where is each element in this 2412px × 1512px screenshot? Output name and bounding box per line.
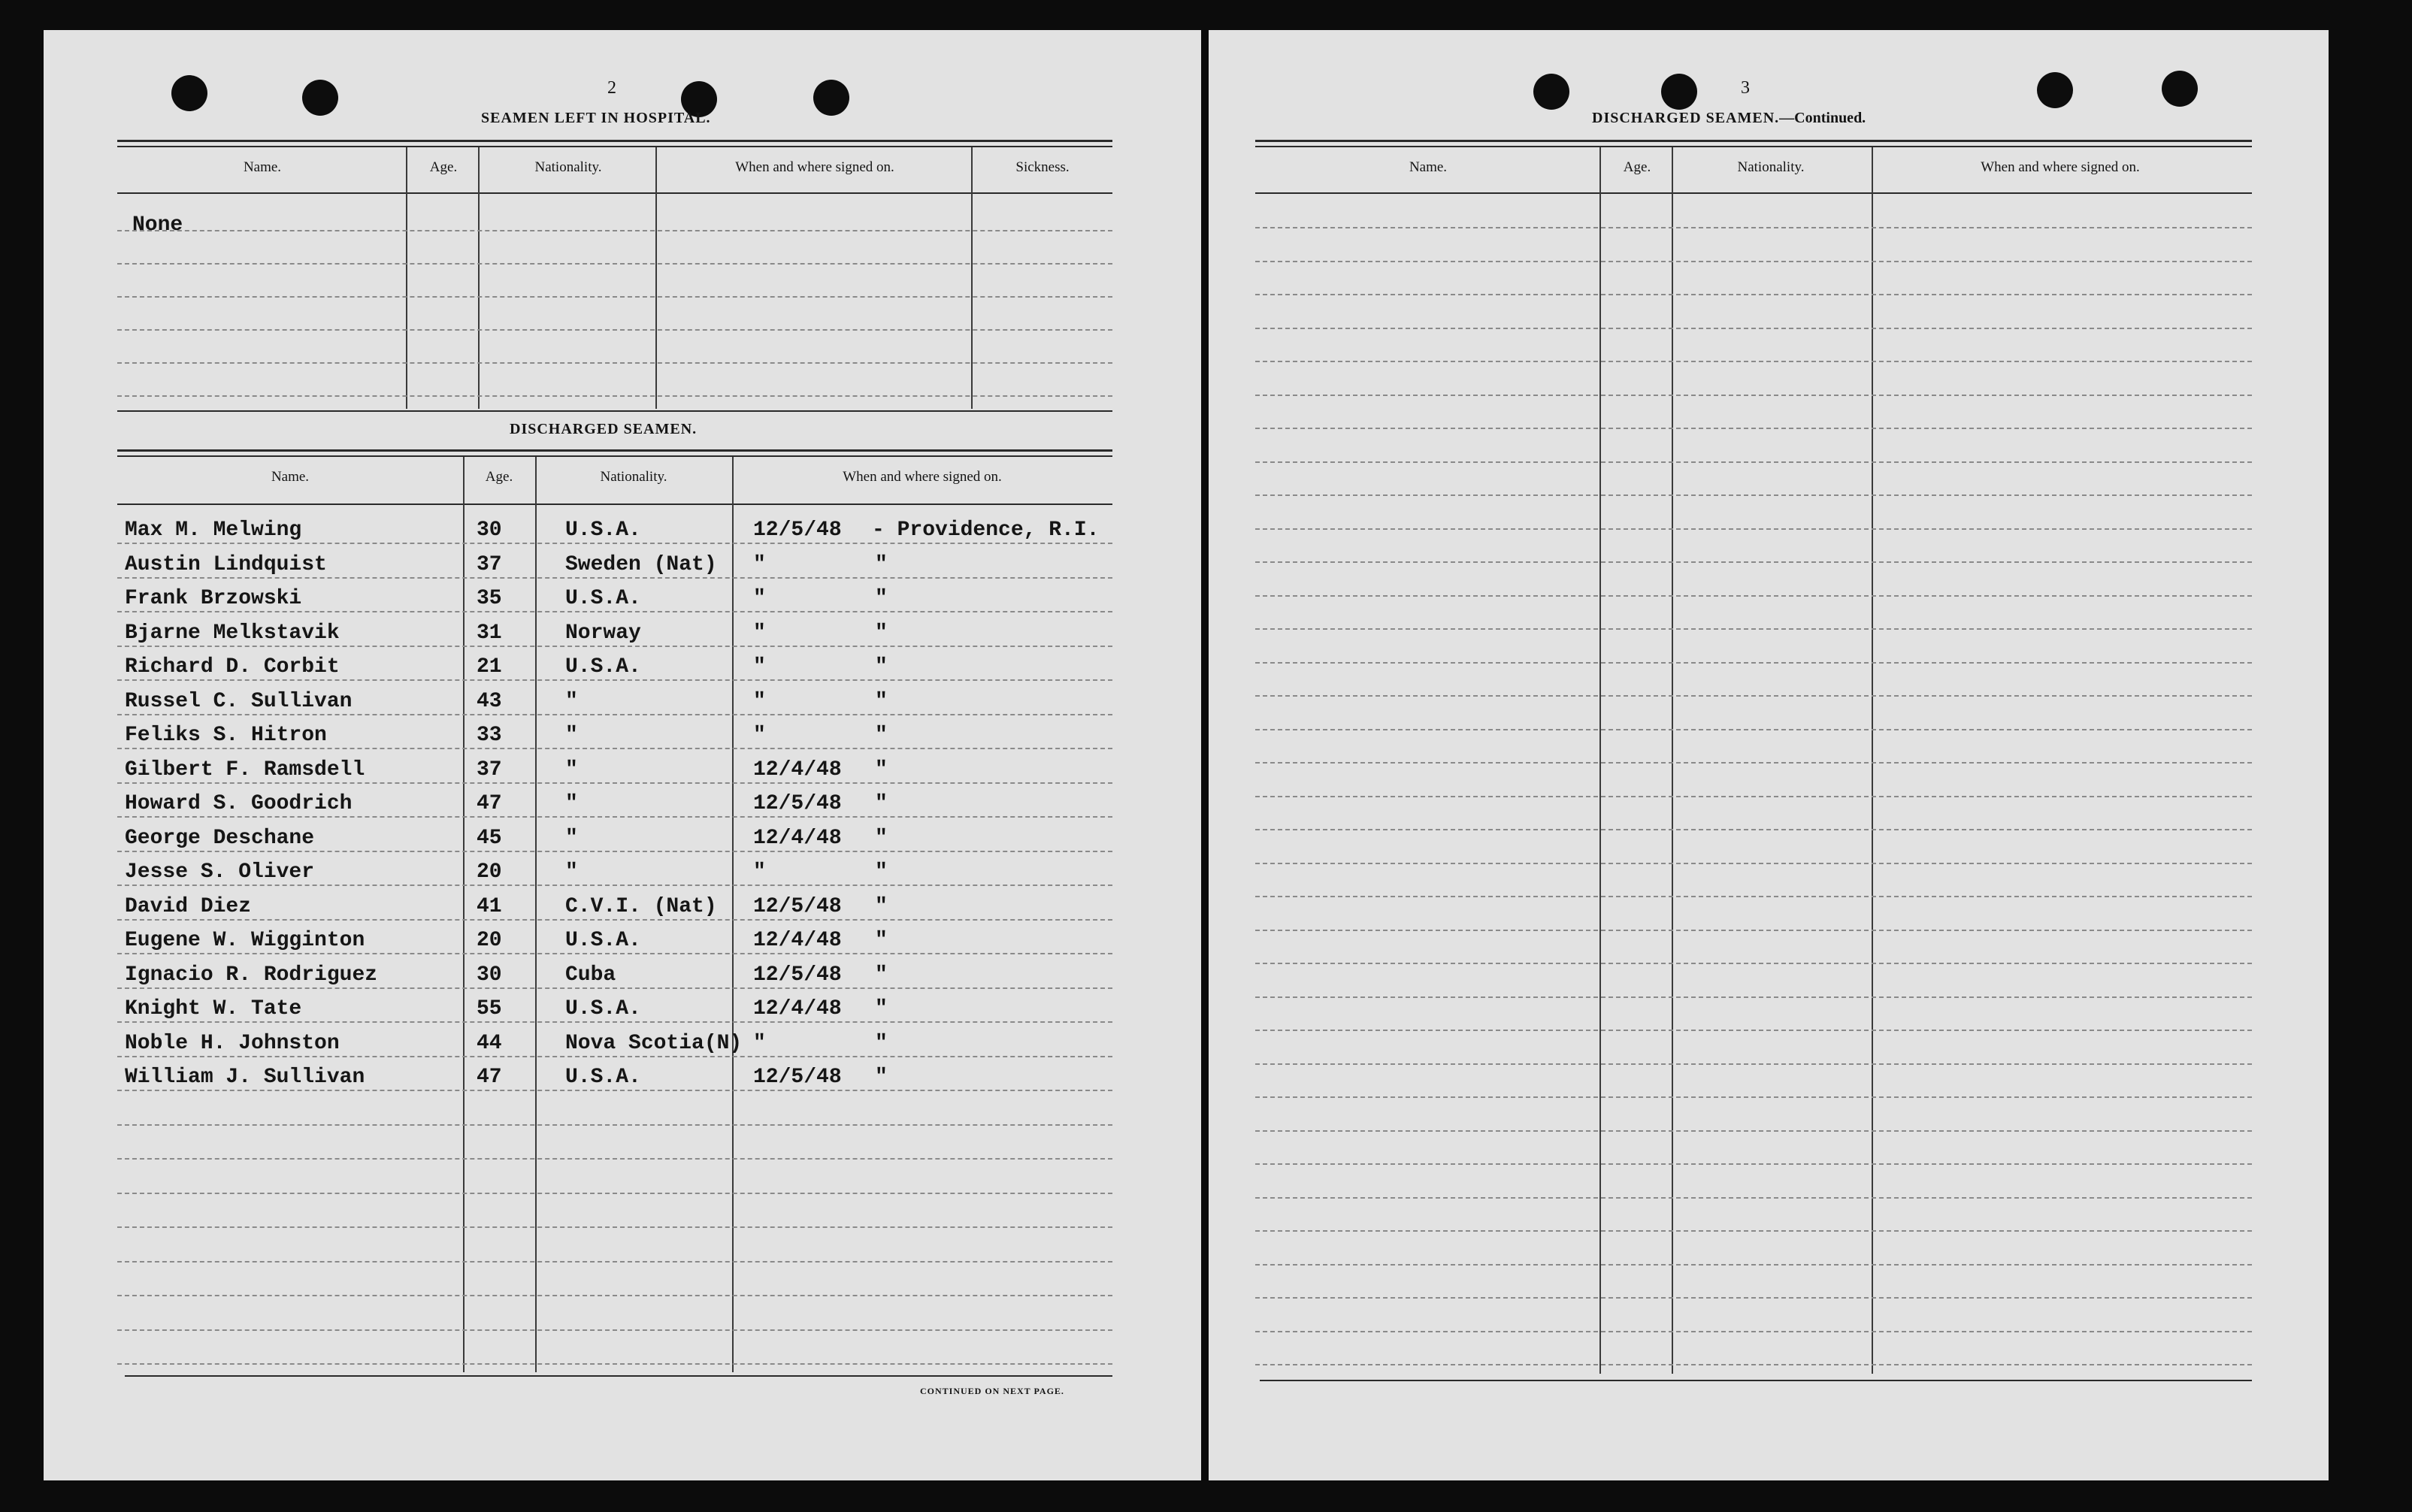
rule bbox=[117, 410, 1112, 412]
row-line bbox=[117, 296, 1112, 298]
row-line bbox=[117, 230, 1112, 231]
discharged-nationality-cell: " bbox=[565, 724, 578, 747]
row-line bbox=[1255, 930, 2252, 931]
discharged-nationality-cell: C.V.I. (Nat) bbox=[565, 894, 717, 918]
row-line bbox=[1255, 896, 2252, 897]
row-line bbox=[117, 987, 1112, 989]
row-line bbox=[1255, 1163, 2252, 1165]
punch-hole bbox=[302, 80, 338, 116]
discharged-where-cell: " bbox=[875, 997, 888, 1021]
row-line bbox=[117, 1363, 1112, 1365]
right-col-nationality: Nationality. bbox=[1737, 159, 1805, 175]
discharged-when-cell: " bbox=[753, 689, 766, 713]
row-line bbox=[117, 953, 1112, 954]
discharged-nationality-cell: " bbox=[565, 792, 578, 815]
discharged-name-cell: Howard S. Goodrich bbox=[125, 792, 353, 815]
row-line bbox=[117, 646, 1112, 647]
discharged-where-cell: " bbox=[875, 689, 888, 713]
discharged-age-cell: 20 bbox=[477, 860, 502, 884]
column-divider bbox=[406, 147, 407, 409]
discharged-where-cell: " bbox=[875, 1031, 888, 1055]
row-line bbox=[1255, 628, 2252, 630]
discharged-where-cell: " bbox=[875, 1066, 888, 1089]
rule bbox=[125, 1375, 1112, 1377]
ledger-sheet bbox=[44, 30, 2329, 1480]
rule bbox=[1255, 146, 2252, 147]
discharged-where-cell: " bbox=[875, 792, 888, 815]
discharged-nationality-cell: " bbox=[565, 689, 578, 713]
row-line bbox=[1255, 1130, 2252, 1132]
discharged-name-cell: Ignacio R. Rodriguez bbox=[125, 963, 378, 987]
discharged-when-cell: 12/4/48 bbox=[753, 826, 842, 850]
discharged-age-cell: 55 bbox=[477, 997, 502, 1021]
discharged-age-cell: 30 bbox=[477, 519, 502, 542]
continued-title-suffix: —Continued. bbox=[1779, 110, 1866, 126]
discharged-nationality-cell: Sweden (Nat) bbox=[565, 552, 717, 576]
hospital-col-age: Age. bbox=[429, 159, 458, 175]
discharged-name-cell: David Diez bbox=[125, 894, 252, 918]
row-line bbox=[1255, 729, 2252, 730]
row-line bbox=[1255, 1096, 2252, 1098]
row-line bbox=[117, 1090, 1112, 1091]
discharged-col-name: Name. bbox=[271, 469, 310, 485]
discharged-age-cell: 35 bbox=[477, 587, 502, 610]
punch-hole bbox=[813, 80, 849, 116]
row-line bbox=[1255, 1230, 2252, 1232]
row-line bbox=[1255, 561, 2252, 563]
row-line bbox=[117, 1056, 1112, 1057]
row-line bbox=[117, 1021, 1112, 1023]
row-line bbox=[117, 263, 1112, 265]
rule bbox=[1255, 192, 2252, 194]
column-divider bbox=[1872, 147, 1873, 1374]
discharged-nationality-cell: U.S.A. bbox=[565, 519, 641, 542]
row-line bbox=[1255, 829, 2252, 830]
row-line bbox=[1255, 863, 2252, 864]
discharged-age-cell: 30 bbox=[477, 963, 502, 987]
row-line bbox=[1255, 261, 2252, 262]
discharged-name-cell: Jesse S. Oliver bbox=[125, 860, 315, 884]
row-line bbox=[1255, 963, 2252, 964]
discharged-where-cell: " bbox=[875, 655, 888, 679]
hospital-col-nationality: Nationality. bbox=[534, 159, 602, 175]
row-line bbox=[117, 748, 1112, 749]
discharged-when-cell: " bbox=[753, 587, 766, 610]
discharged-name-cell: George Deschane bbox=[125, 826, 315, 850]
row-line bbox=[117, 329, 1112, 331]
row-line bbox=[117, 1124, 1112, 1126]
column-divider bbox=[655, 147, 657, 409]
rule bbox=[1260, 1380, 2252, 1381]
row-line bbox=[117, 714, 1112, 715]
discharged-when-cell: " bbox=[753, 1031, 766, 1055]
discharged-when-cell: " bbox=[753, 724, 766, 747]
discharged-section-title: DISCHARGED SEAMEN. bbox=[510, 421, 698, 437]
row-line bbox=[117, 1193, 1112, 1194]
row-line bbox=[117, 362, 1112, 364]
row-line bbox=[1255, 762, 2252, 764]
discharged-name-cell: Austin Lindquist bbox=[125, 552, 327, 576]
discharged-where-cell: " bbox=[875, 963, 888, 987]
discharged-nationality-cell: U.S.A. bbox=[565, 997, 641, 1021]
discharged-nationality-cell: Nova Scotia(N) bbox=[565, 1031, 743, 1055]
column-divider bbox=[478, 147, 480, 409]
rule bbox=[117, 449, 1112, 452]
row-line bbox=[117, 679, 1112, 681]
discharged-where-cell: " bbox=[875, 826, 888, 850]
row-line bbox=[1255, 796, 2252, 797]
discharged-name-cell: Noble H. Johnston bbox=[125, 1031, 340, 1055]
discharged-col-signed-on: When and where signed on. bbox=[843, 469, 1002, 485]
discharged-when-cell: 12/4/48 bbox=[753, 997, 842, 1021]
discharged-col-age: Age. bbox=[485, 469, 513, 485]
row-line bbox=[117, 543, 1112, 544]
discharged-age-cell: 44 bbox=[477, 1031, 502, 1055]
right-col-name: Name. bbox=[1409, 159, 1448, 175]
discharged-age-cell: 21 bbox=[477, 655, 502, 679]
page-fold bbox=[1201, 30, 1209, 1480]
row-line bbox=[1255, 1264, 2252, 1266]
discharged-name-cell: Frank Brzowski bbox=[125, 587, 302, 610]
row-line bbox=[1255, 328, 2252, 329]
row-line bbox=[117, 611, 1112, 612]
discharged-name-cell: Knight W. Tate bbox=[125, 997, 302, 1021]
row-line bbox=[117, 395, 1112, 397]
hospital-section-title: SEAMEN LEFT IN HOSPITAL. bbox=[481, 110, 711, 126]
continued-title-text: DISCHARGED SEAMEN. bbox=[1592, 110, 1780, 126]
discharged-name-cell: Richard D. Corbit bbox=[125, 655, 340, 679]
discharged-nationality-cell: U.S.A. bbox=[565, 929, 641, 952]
rule bbox=[1255, 140, 2252, 142]
discharged-where-cell: " bbox=[875, 724, 888, 747]
row-line bbox=[117, 1295, 1112, 1296]
row-line bbox=[1255, 461, 2252, 463]
column-divider bbox=[971, 147, 973, 409]
page-number-left: 2 bbox=[607, 78, 616, 98]
discharged-where-cell: " bbox=[875, 621, 888, 645]
discharged-age-cell: 45 bbox=[477, 826, 502, 850]
row-line bbox=[1255, 1063, 2252, 1065]
discharged-when-cell: " bbox=[753, 552, 766, 576]
discharged-where-cell: " bbox=[875, 758, 888, 782]
discharged-nationality-cell: " bbox=[565, 758, 578, 782]
punch-hole bbox=[1533, 74, 1569, 110]
discharged-where-cell: " bbox=[875, 929, 888, 952]
discharged-where-cell: " bbox=[875, 860, 888, 884]
rule bbox=[117, 146, 1112, 147]
row-line bbox=[1255, 662, 2252, 664]
discharged-when-cell: " bbox=[753, 860, 766, 884]
row-line bbox=[1255, 1197, 2252, 1199]
continued-section-title bbox=[1592, 110, 1866, 127]
discharged-name-cell: Russel C. Sullivan bbox=[125, 689, 353, 713]
row-line bbox=[117, 1261, 1112, 1263]
discharged-nationality-cell: " bbox=[565, 826, 578, 850]
discharged-age-cell: 47 bbox=[477, 792, 502, 815]
discharged-when-cell: 12/5/48 bbox=[753, 519, 842, 542]
discharged-when-cell: 12/5/48 bbox=[753, 792, 842, 815]
row-line bbox=[1255, 695, 2252, 697]
discharged-age-cell: 43 bbox=[477, 689, 502, 713]
discharged-age-cell: 37 bbox=[477, 552, 502, 576]
row-line bbox=[1255, 395, 2252, 396]
discharged-when-cell: 12/4/48 bbox=[753, 758, 842, 782]
continued-note: CONTINUED ON NEXT PAGE. bbox=[920, 1386, 1064, 1396]
row-line bbox=[1255, 996, 2252, 998]
discharged-where-cell: " bbox=[875, 552, 888, 576]
row-line bbox=[1255, 595, 2252, 597]
discharged-name-cell: William J. Sullivan bbox=[125, 1066, 365, 1089]
right-col-age: Age. bbox=[1623, 159, 1651, 175]
discharged-nationality-cell: U.S.A. bbox=[565, 587, 641, 610]
row-line bbox=[1255, 528, 2252, 530]
discharged-age-cell: 20 bbox=[477, 929, 502, 952]
hospital-entry-none: None bbox=[132, 213, 183, 237]
column-divider bbox=[732, 457, 734, 1372]
row-line bbox=[1255, 1297, 2252, 1299]
discharged-where-cell: " bbox=[875, 587, 888, 610]
row-line bbox=[1255, 1030, 2252, 1031]
row-line bbox=[117, 1329, 1112, 1331]
row-line bbox=[1255, 294, 2252, 295]
column-divider bbox=[1599, 147, 1601, 1374]
row-line bbox=[1255, 227, 2252, 228]
right-col-signed-on: When and where signed on. bbox=[1981, 159, 2140, 175]
row-line bbox=[117, 782, 1112, 784]
discharged-when-cell: " bbox=[753, 621, 766, 645]
row-line bbox=[117, 885, 1112, 886]
rule bbox=[117, 455, 1112, 457]
discharged-nationality-cell: U.S.A. bbox=[565, 1066, 641, 1089]
punch-hole bbox=[1661, 74, 1697, 110]
row-line bbox=[117, 1158, 1112, 1160]
discharged-where-cell: - Providence, R.I. bbox=[872, 519, 1100, 542]
punch-hole bbox=[2037, 72, 2073, 108]
punch-hole bbox=[171, 75, 207, 111]
discharged-age-cell: 37 bbox=[477, 758, 502, 782]
row-line bbox=[1255, 494, 2252, 496]
discharged-age-cell: 33 bbox=[477, 724, 502, 747]
discharged-nationality-cell: Cuba bbox=[565, 963, 616, 987]
row-line bbox=[1255, 361, 2252, 362]
hospital-col-signed-on: When and where signed on. bbox=[735, 159, 894, 175]
discharged-when-cell: 12/5/48 bbox=[753, 1066, 842, 1089]
discharged-age-cell: 41 bbox=[477, 894, 502, 918]
page-number-right: 3 bbox=[1741, 78, 1750, 98]
row-line bbox=[117, 816, 1112, 818]
row-line bbox=[117, 1226, 1112, 1228]
discharged-age-cell: 47 bbox=[477, 1066, 502, 1089]
rule bbox=[117, 503, 1112, 505]
row-line bbox=[1255, 1364, 2252, 1365]
discharged-name-cell: Feliks S. Hitron bbox=[125, 724, 327, 747]
row-line bbox=[117, 577, 1112, 579]
discharged-col-nationality: Nationality. bbox=[600, 469, 667, 485]
row-line bbox=[117, 851, 1112, 852]
discharged-when-cell: 12/5/48 bbox=[753, 963, 842, 987]
column-divider bbox=[463, 457, 465, 1372]
hospital-col-name: Name. bbox=[243, 159, 282, 175]
discharged-when-cell: " bbox=[753, 655, 766, 679]
rule bbox=[117, 192, 1112, 194]
rule bbox=[117, 140, 1112, 142]
discharged-name-cell: Bjarne Melkstavik bbox=[125, 621, 340, 645]
discharged-age-cell: 31 bbox=[477, 621, 502, 645]
discharged-when-cell: 12/5/48 bbox=[753, 894, 842, 918]
column-divider bbox=[535, 457, 537, 1372]
discharged-name-cell: Eugene W. Wigginton bbox=[125, 929, 365, 952]
column-divider bbox=[1672, 147, 1673, 1374]
row-line bbox=[1255, 428, 2252, 429]
punch-hole bbox=[2162, 71, 2198, 107]
discharged-nationality-cell: " bbox=[565, 860, 578, 884]
discharged-where-cell: " bbox=[875, 894, 888, 918]
hospital-col-sickness: Sickness. bbox=[1015, 159, 1070, 175]
discharged-name-cell: Max M. Melwing bbox=[125, 519, 302, 542]
discharged-nationality-cell: Norway bbox=[565, 621, 641, 645]
discharged-nationality-cell: U.S.A. bbox=[565, 655, 641, 679]
discharged-name-cell: Gilbert F. Ramsdell bbox=[125, 758, 365, 782]
discharged-when-cell: 12/4/48 bbox=[753, 929, 842, 952]
row-line bbox=[1255, 1331, 2252, 1332]
row-line bbox=[117, 919, 1112, 921]
